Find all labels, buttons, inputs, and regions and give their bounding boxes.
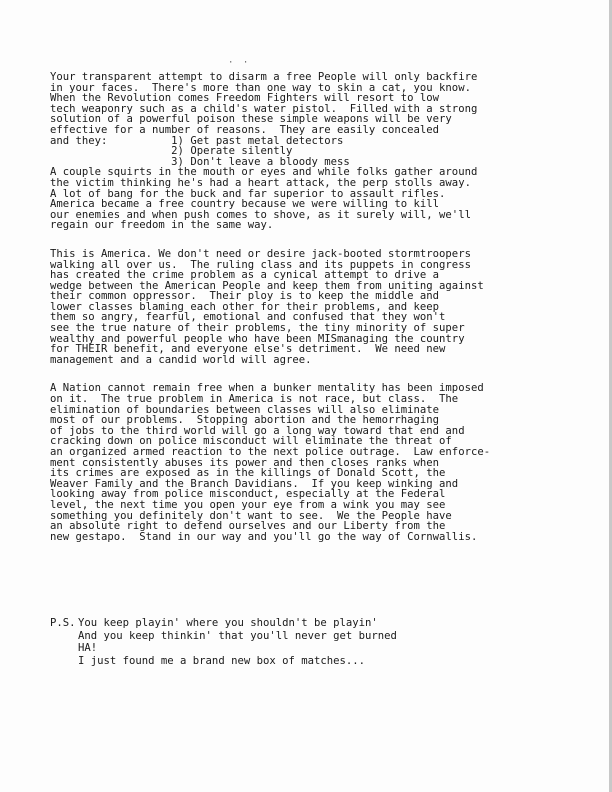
text-line: tech weaponry such as a child's water pistol. Filled with a strong [50,103,478,115]
text-line: the victim thinking he's had a heart attack, the perp stolls away. [50,177,471,189]
text-line: its crimes are exposed as in the killings of Donald Scott, the [50,468,446,479]
text-line: and they: 1) Get past metal detectors [50,135,344,147]
text-line: elimination of boundaries between classes will also eliminate [50,404,440,416]
text-line: 2) Operate silently [50,146,293,157]
letter-body [50,72,575,560]
top-mark: · · [228,58,251,68]
text-line: level, the next time you open your eye from a wink you may see [50,499,446,511]
text-line: something you definitely don't want to see. We the People have [50,510,452,522]
text-line: solution of a powerful poison these simple weapons will be very [50,114,452,125]
text-line: Weaver Family and the Branch Davidians. If you keep winking and [50,478,459,490]
text-line: looking away from police misconduct, especially at the Federal [50,489,446,500]
text-line: see the true nature of their problems, the tiny minority of super [50,323,465,334]
postscript-line: You keep playin' where you shouldn't be playin' [78,617,378,629]
text-line: our enemies and when push comes to shove, as it surely will, we'll [50,209,471,221]
text-line: them so angry, fearful, emotional and confused that they won't [50,312,446,324]
text-line: effective for a number of reasons. They are easily concealed [50,124,440,136]
postscript-line: HA! [78,642,98,654]
postscript-line: And you keep thinkin' that you'll never get burned [78,629,397,642]
text-line: new gestapo. Stand in our way and you'll go the way of Cornwallis. [50,531,478,543]
text-line: their common oppressor. Their ploy is to keep the middle and [50,291,440,302]
text-line: an absolute right to defend ourselves and our Liberty from the [50,521,446,532]
text-line: America became a free country because we were willing to kill [50,199,440,210]
postscript-line: I just found me a brand new box of matches... [78,654,366,667]
text-line: Your transparent attempt to disarm a free People will only backfire [50,72,478,83]
text-line: A couple squirts in the mouth or eyes and while folks gather around [50,167,478,178]
paragraph [50,383,575,542]
text-line: lower classes blaming each other for their problems, and keep [50,301,440,313]
text-line: wedge between the American People and keep them from uniting against [50,280,484,292]
text-line: When the Revolution comes Freedom Fighters will resort to low [50,93,440,104]
text-line: an organized armed reaction to the next police outrage. Law enforce- [50,447,491,458]
postscript-lines [78,617,397,667]
text-line: regain our freedom in the same way. [50,220,274,231]
paragraph [50,249,575,366]
text-line: walking all over us. The ruling class and its puppets in congress [50,259,471,271]
text-line: A Nation cannot remain free when a bunker mentality has been imposed [50,383,484,395]
paragraph [50,72,575,231]
text-line: on it. The true problem in America is not race, but class. The [50,394,459,405]
text-line: cracking down on police misconduct will eliminate the threat of [50,436,452,447]
postscript [50,617,575,667]
text-line: management and a candid world will agree. [50,354,312,366]
text-line: in your faces. There's more than one way to skin a cat, you know. [50,82,471,94]
text-line: 3) Don't leave a bloody mess [50,156,350,168]
text-line: A lot of bang for the buck and far superior to assault rifles. [50,188,446,200]
text-line: This is America. We don't need or desire jack-booted stormtroopers [50,248,471,260]
text-line: wealthy and powerful people who have been MISmanaging the country [50,333,465,345]
text-line: of jobs to the third world will go a long way toward that end and [50,425,465,437]
text-line: has created the crime problem as a cynical attempt to drive a [50,270,440,281]
text-line: for THEIR benefit, and everyone else's detriment. We need new [50,344,446,355]
text-line: most of our problems. Stopping abortion and the hemorrhaging [50,415,440,426]
postscript-label: P.S. [50,617,76,629]
text-line: ment consistently abuses its power and then closes ranks when [50,457,440,469]
